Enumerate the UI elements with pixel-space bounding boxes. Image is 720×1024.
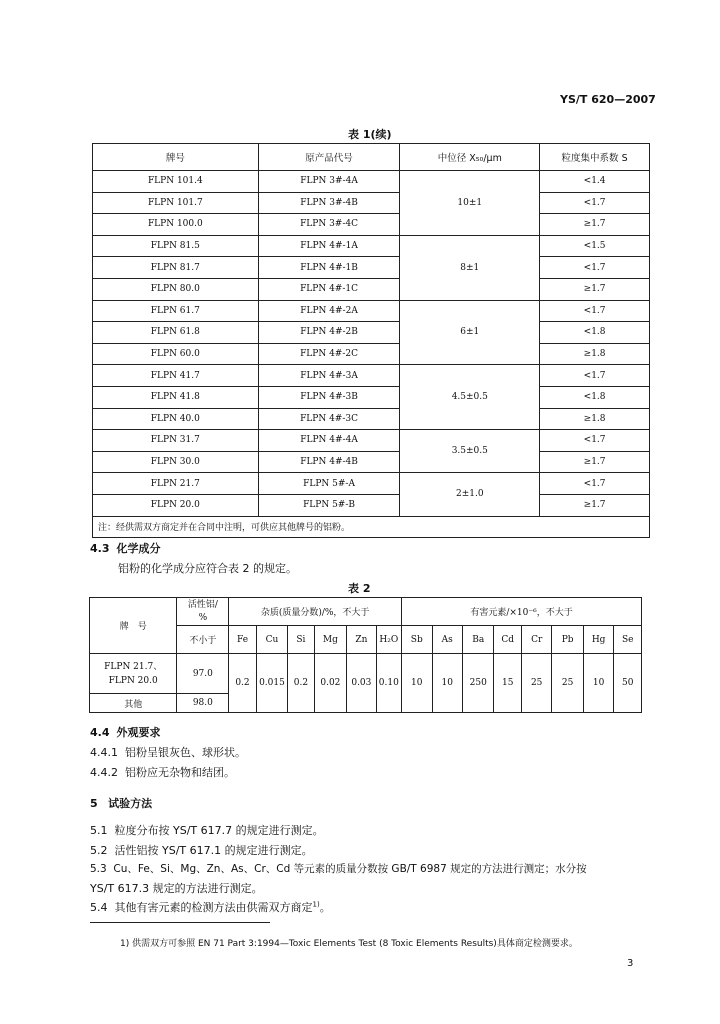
t2-col-harmful: Se <box>614 626 642 654</box>
table-row <box>93 171 650 193</box>
t2-header-impurity: 杂质(质量分数)/%，不大于 <box>229 598 402 626</box>
page-number: 3 <box>627 958 634 969</box>
t2-val-se: 50 <box>614 654 642 713</box>
t1-median: 10±1 <box>400 171 540 236</box>
t1-header-median: 中位径 X₅₀/μm <box>400 144 540 171</box>
t1-code: FLPN 4#-2C <box>258 343 400 365</box>
t2-col-harmful: Cr <box>521 626 551 654</box>
t2-val-hg: 10 <box>583 654 613 713</box>
t2-header-harmful: 有害元素/×10⁻⁶，不大于 <box>402 598 642 626</box>
table-row <box>93 343 650 365</box>
section-5-2: 5.2 活性铝按 YS/T 617.1 的规定进行测定。 <box>90 844 313 857</box>
t1-code: FLPN 4#-1C <box>258 278 400 300</box>
t1-code: FLPN 4#-2A <box>258 300 400 322</box>
t2-header-active-min: 不小于 <box>177 626 229 654</box>
table-row <box>93 192 650 214</box>
t1-grade: FLPN 21.7 <box>93 473 259 495</box>
t2-val-sb: 10 <box>402 654 432 713</box>
t2-val-mg: 0.02 <box>314 654 347 713</box>
table2-caption: 表 2 <box>348 582 371 595</box>
t1-code: FLPN 3#-4B <box>258 192 400 214</box>
section-4-4-heading: 4.4 外观要求 <box>90 726 161 739</box>
t2-col-impurity: Fe <box>229 626 256 654</box>
t1-code: FLPN 5#-A <box>258 473 400 495</box>
table-row <box>93 214 650 236</box>
t1-s-value: <1.7 <box>540 257 650 279</box>
t1-grade: FLPN 31.7 <box>93 430 259 452</box>
t2-col-harmful: Ba <box>462 626 494 654</box>
section-5-heading: 5 试验方法 <box>90 797 153 810</box>
t2-col-impurity: Si <box>288 626 314 654</box>
t2-val-fe: 0.2 <box>229 654 256 713</box>
t2-header-grade: 牌 号 <box>90 598 177 654</box>
t1-code: FLPN 4#-3B <box>258 386 400 408</box>
standard-number: YS/T 620—2007 <box>560 93 656 106</box>
t1-grade: FLPN 61.8 <box>93 322 259 344</box>
t1-grade: FLPN 61.7 <box>93 300 259 322</box>
t2-col-impurity: Zn <box>347 626 376 654</box>
t1-s-value: ≥1.7 <box>540 494 650 516</box>
t1-s-value: ≥1.7 <box>540 278 650 300</box>
t1-code: FLPN 4#-4B <box>258 451 400 473</box>
t1-code: FLPN 4#-4A <box>258 430 400 452</box>
table-row <box>93 300 650 322</box>
table-row <box>93 494 650 516</box>
t2-col-harmful: As <box>432 626 462 654</box>
table-row <box>93 322 650 344</box>
t1-code: FLPN 4#-2B <box>258 322 400 344</box>
t1-code: FLPN 3#-4C <box>258 214 400 236</box>
table1-caption: 表 1(续) <box>348 128 392 141</box>
t2-row1-grade: FLPN 21.7、 FLPN 20.0 <box>90 654 177 694</box>
t2-val-zn: 0.03 <box>347 654 376 713</box>
table-row <box>93 386 650 408</box>
t2-row2-grade: 其他 <box>90 694 177 713</box>
section-4-4-2: 4.4.2 铝粉应无杂物和结团。 <box>90 766 235 779</box>
t1-code: FLPN 4#-3A <box>258 365 400 387</box>
t1-s-value: ≥1.8 <box>540 343 650 365</box>
table-row <box>93 257 650 279</box>
table-row <box>93 408 650 430</box>
t1-s-value: <1.7 <box>540 300 650 322</box>
t1-median: 6±1 <box>400 300 540 365</box>
t1-header-row <box>93 144 650 171</box>
t1-grade: FLPN 60.0 <box>93 343 259 365</box>
table-row <box>93 473 650 495</box>
t1-grade: FLPN 80.0 <box>93 278 259 300</box>
t1-note: 注：经供需双方商定并在合同中注明，可供应其他牌号的铝粉。 <box>93 516 650 537</box>
t1-note-row <box>93 516 650 537</box>
t1-grade: FLPN 100.0 <box>93 214 259 236</box>
section-4-3-heading: 4.3 化学成分 <box>90 542 161 555</box>
t2-val-h2o: 0.10 <box>376 654 401 713</box>
t1-s-value: <1.7 <box>540 192 650 214</box>
t2-col-impurity: H₂O <box>376 626 401 654</box>
t2-col-harmful: Pb <box>552 626 584 654</box>
t1-header-code: 原产品代号 <box>258 144 400 171</box>
section-5-4: 5.4 其他有害元素的检测方法由供需双方商定$^{1)}$。 <box>90 900 331 914</box>
t2-col-harmful: Hg <box>583 626 613 654</box>
t1-grade: FLPN 81.5 <box>93 235 259 257</box>
t2-col-harmful: Sb <box>402 626 432 654</box>
t1-s-value: <1.8 <box>540 386 650 408</box>
table-row <box>93 365 650 387</box>
t1-grade: FLPN 30.0 <box>93 451 259 473</box>
t1-code: FLPN 4#-3C <box>258 408 400 430</box>
table-row <box>93 235 650 257</box>
t1-grade: FLPN 41.7 <box>93 365 259 387</box>
footnote: 1) 供需双方可参照 EN 71 Part 3:1994—Toxic Elements Test (8 Toxic Elements Results)具体商定检测要求。 <box>120 939 578 949</box>
section-4-4-1: 4.4.1 铝粉呈银灰色、球形状。 <box>90 746 246 759</box>
t2-val-pb: 25 <box>552 654 584 713</box>
t1-grade: FLPN 40.0 <box>93 408 259 430</box>
t2-val-cd: 15 <box>494 654 521 713</box>
t1-grade: FLPN 81.7 <box>93 257 259 279</box>
t1-s-value: ≥1.7 <box>540 451 650 473</box>
section-5-1: 5.1 粒度分布按 YS/T 617.7 的规定进行测定。 <box>90 824 324 837</box>
t2-val-cr: 25 <box>521 654 551 713</box>
t2-val-as: 10 <box>432 654 462 713</box>
table2 <box>89 597 642 713</box>
t1-median: 8±1 <box>400 235 540 300</box>
t2-val-ba: 250 <box>462 654 494 713</box>
t1-header-s: 粒度集中系数 S <box>540 144 650 171</box>
t1-s-value: <1.7 <box>540 365 650 387</box>
t1-s-value: ≥1.8 <box>540 408 650 430</box>
section-4-3-text: 铝粉的化学成分应符合表 2 的规定。 <box>118 562 297 575</box>
t2-col-impurity: Mg <box>314 626 347 654</box>
t1-s-value: <1.7 <box>540 473 650 495</box>
t2-row1-active: 97.0 <box>177 654 229 694</box>
t1-median: 2±1.0 <box>400 473 540 516</box>
t1-grade: FLPN 41.8 <box>93 386 259 408</box>
table-row <box>93 430 650 452</box>
table1 <box>92 143 650 538</box>
t1-s-value: <1.4 <box>540 171 650 193</box>
t1-code: FLPN 4#-1A <box>258 235 400 257</box>
t1-code: FLPN 5#-B <box>258 494 400 516</box>
t2-row2-active: 98.0 <box>177 694 229 713</box>
section-5-3-cont: YS/T 617.3 规定的方法进行测定。 <box>90 882 263 895</box>
t1-grade: FLPN 101.7 <box>93 192 259 214</box>
t2-col-impurity: Cu <box>256 626 288 654</box>
t1-header-grade: 牌号 <box>93 144 259 171</box>
t1-grade: FLPN 20.0 <box>93 494 259 516</box>
t2-val-cu: 0.015 <box>256 654 288 713</box>
t2-val-si: 0.2 <box>288 654 314 713</box>
t1-s-value: ≥1.7 <box>540 214 650 236</box>
t1-median: 4.5±0.5 <box>400 365 540 430</box>
table-row <box>93 451 650 473</box>
t2-col-harmful: Cd <box>494 626 521 654</box>
t1-code: FLPN 3#-4A <box>258 171 400 193</box>
t1-s-value: <1.7 <box>540 430 650 452</box>
t1-grade: FLPN 101.4 <box>93 171 259 193</box>
t1-code: FLPN 4#-1B <box>258 257 400 279</box>
t2-header-active: 活性铝/ % <box>177 598 229 626</box>
table-row <box>93 278 650 300</box>
section-5-3: 5.3 Cu、Fe、Si、Mg、Zn、As、Cr、Cd 等元素的质量分数按 GB/T 6987 规定的方法进行测定；水分按 <box>90 863 587 875</box>
t1-s-value: <1.8 <box>540 322 650 344</box>
t1-median: 3.5±0.5 <box>400 430 540 473</box>
footnote-rule <box>90 922 270 923</box>
t1-s-value: <1.5 <box>540 235 650 257</box>
